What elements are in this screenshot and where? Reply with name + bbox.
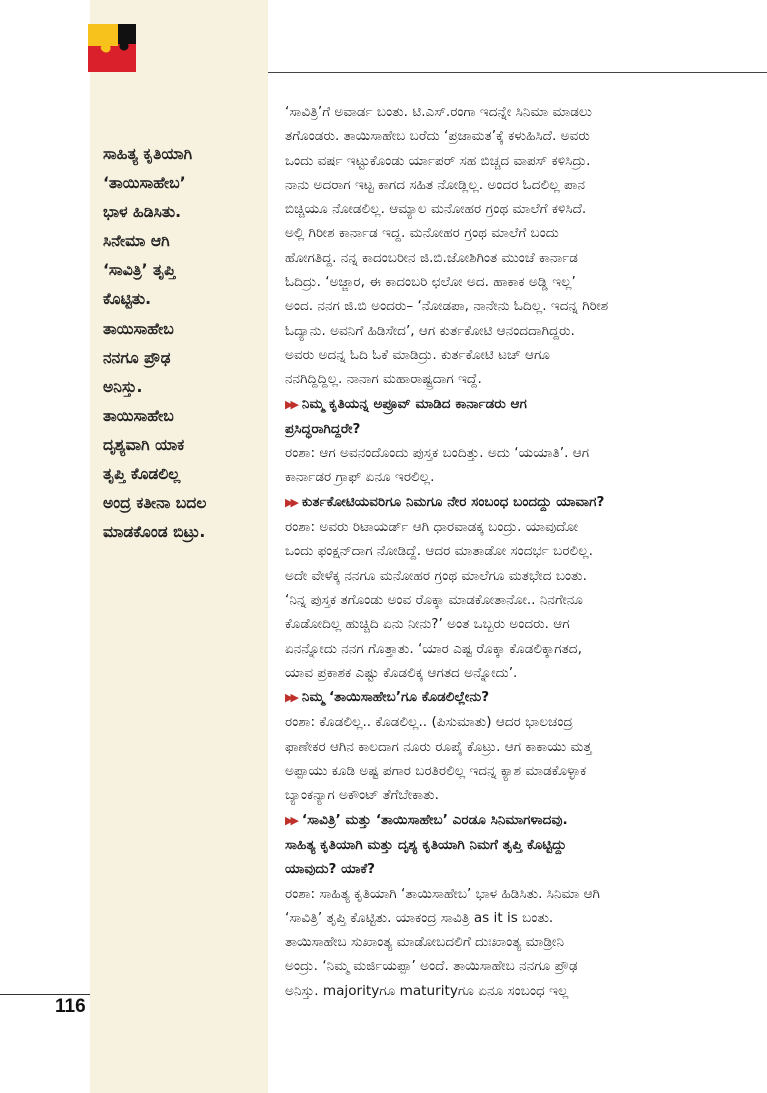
body-line: ರಂಶಾ: ಕೊಡಲಿಲ್ಲ.. ಕೊಡಲಿಲ್ಲ.. (ಪಿಸುಮಾತು) ಆದರ ಭಾಲಚಂದ್ರ (285, 714, 573, 731)
article-body (285, 100, 747, 1003)
pull-quote-line: ತಾಯಿಸಾಹೇಬ (103, 406, 174, 425)
body-line: ತಾಯಿಸಾಹೇಬ ಸುಖಾಂತ್ಯ ಮಾಡೋಬದಲಿಗೆ ದುಃಖಾಂತ್ಯ ಮಾಡ್ರೀನಿ (285, 934, 565, 951)
question-marker-icon: ▶▶ (285, 691, 296, 705)
top-rule (268, 72, 767, 73)
pull-quote-line: ಸಾಹಿತ್ಯ ಕೃತಿಯಾಗಿ (103, 145, 193, 163)
interview-question (285, 392, 747, 417)
pull-quote-line: ಮಾಡಕೊಂಡ ಬಿಟ್ರು. (103, 523, 206, 542)
question-text: ನಿಮ್ಮ ‘ತಾಯಿಸಾಹೇಬ’ಗೂ ಕೊಡಲಿಲ್ಲೇನು? (301, 689, 490, 706)
pull-quote-line: ಕೊಟ್ಟಿತು. (103, 290, 152, 309)
pull-quote-line: ತಾಯಿಸಾಹೇಬ (103, 319, 174, 338)
pull-quote (103, 140, 263, 547)
interview-question (285, 490, 747, 515)
body-line: ಒಂದು ಫಂಕ್ಷನ್‌ದಾಗ ನೋಡಿದ್ದೆ. ಆದರ ಮಾತಾಡೋ ಸಂದರ್ಭ ಬರಲಿಲ್ಲ. (285, 543, 593, 560)
interview-question-cont: ಸಾಹಿತ್ಯ ಕೃತಿಯಾಗಿ ಮತ್ತು ದೃಶ್ಯ ಕೃತಿಯಾಗಿ ನಿಮಗೆ ತೃಪ್ತಿ ಕೊಟ್ಟಿದ್ದು (285, 836, 567, 853)
body-line: ತಗೊಂಡರು. ತಾಯಿಸಾಹೇಬ ಬರೆದು ‘ಪ್ರಜಾಮತ’ಕ್ಕೆ ಕಳುಹಿಸಿದೆ. ಅವರು (285, 128, 590, 145)
body-line: ಯಾವ ಪ್ರಕಾಶಕ ಎಷ್ಟು ಕೊಡಲಿಕ್ಕ ಆಗತದ ಅನ್ನೋದು’. (285, 664, 518, 681)
body-line: ಅವರು ಅದನ್ನ ಓದಿ ಓಕೆ ಮಾಡಿದ್ರು. ಕುರ್ತಕೋಟಿ ಟಚ್ ಆಗೂ (285, 346, 550, 363)
pull-quote-line: ಸಿನೇಮಾ ಆಗಿ (103, 232, 170, 251)
pull-quote-line: ‘ಸಾವಿತ್ರಿ’ ತೃಪ್ತಿ (103, 261, 176, 280)
question-text: ಕುರ್ತಕೋಟಿಯವರಿಗೂ ನಿಮಗೂ ನೇರ ಸಂಬಂಧ ಬಂದದ್ದು ಯಾವಾಗ? (301, 493, 605, 510)
body-line: ನಾನು ಅದರಾಗ ಇಟ್ಟ ಕಾಗದ ಸಹಿತ ನೋಡ್ಲಿಲ್ಲ. ಅಂದರ ಓದಲಿಲ್ಲ ಪಾನ (285, 176, 586, 193)
magazine-logo (88, 24, 136, 72)
pull-quote-line: ದೃಶ್ಯವಾಗಿ ಯಾಕ (103, 435, 185, 454)
body-line: ‘ಸಾವಿತ್ರಿ’ಗೆ ಅವಾರ್ಡ ಬಂತು. ಟಿ.ಎಸ್.ರಂಗಾ ಇದನ್ನೇ ಸಿನಿಮಾ ಮಾಡಲು (285, 104, 593, 120)
interview-question (285, 808, 747, 833)
interview-question-cont: ಪ್ರಸಿದ್ಧರಾಗಿದ್ದರೇ? (285, 420, 361, 437)
body-line: ರಂಶಾ: ಸಾಹಿತ್ಯ ಕೃತಿಯಾಗಿ ‘ತಾಯಿಸಾಹೇಬ’ ಭಾಳ ಹಿಡಿಸಿತು. ಸಿನಿಮಾ ಆಗಿ (285, 885, 600, 902)
body-line: ಏನನ್ನೋದು ನನಗ ಗೊತ್ತಾತು. ‘ಯಾರ ಎಷ್ಟ ರೊಕ್ಕಾ ಕೊಡಲಿಕ್ಕಾಗತದ, (285, 640, 582, 657)
pull-quote-line: ಅಂದ್ರ ಕತೀನಾ ಬದಲ (103, 494, 207, 513)
body-line: ಬಿಚ್ಚಿಯೂ ನೋಡಲಿಲ್ಲ. ಆಮ್ಯಾಲ ಮನೋಹರ ಗ್ರಂಥ ಮಾಲೆಗೆ ಕಳಿಸಿದೆ. (285, 201, 587, 218)
body-line: ಅಪ್ಪಾಯು ಕೂಡಿ ಅಷ್ಟ ಪಗಾರ ಬರತಿರಲಿಲ್ಲ ಇದನ್ನ ಕ್ಯಾಶ ಮಾಡಕೊಳ್ಳಾಕ (285, 763, 587, 780)
body-line: ಓದ್ಯಾನು. ಅವನಿಗೆ ಹಿಡಿಸೇದ’, ಆಗ ಕುರ್ತಕೋಟಿ ಆನಂದದಾಗಿದ್ದರು. (285, 322, 575, 339)
body-line: ‘ಸಾವಿತ್ರಿ’ ತೃಪ್ತಿ ಕೊಟ್ಟಿತು. ಯಾಕಂದ್ರ ಸಾವಿತ್ರಿ as it is ಬಂತು. (285, 909, 554, 926)
page-number: 116 (55, 996, 86, 1017)
question-text: ನಿಮ್ಮ ಕೃತಿಯನ್ನ ಅಪ್ರೂವ್ ಮಾಡಿದ ಕಾರ್ನಾಡರು ಆಗ (301, 395, 527, 412)
pull-quote-line: ಅನಿಸ್ತು. (103, 377, 143, 396)
body-line: ಓದಿದ್ರು. ‘ಅಜ್ಜಾರ, ಈ ಕಾದಂಬರಿ ಛಲೋ ಅದ. ಹಾಕಾಕ ಅಡ್ಡಿ ಇಲ್ಲ’ (285, 274, 576, 291)
body-line: ‘ನಿನ್ನ ಪುಸ್ತಕ ತಗೊಂಡು ಅಂವ ರೊಕ್ಕಾ ಮಾಡಕೋತಾನೋ.. ನಿನಗೇನೂ (285, 591, 583, 608)
body-line: ನನಗಿದ್ದಿದ್ದಿಲ್ಲ. ನಾನಾಗ ಮಹಾರಾಷ್ಟ್ರದಾಗ ಇದ್ದೆ. (285, 371, 482, 388)
body-line: ಹೋಗತಿದ್ದ. ನನ್ನ ಕಾದಂಬರೀನ ಜಿ.ಬಿ.ಜೋಶಿಗಿಂತ ಮುಂಚೆ ಕಾರ್ನಾಡ (285, 249, 578, 266)
footer-rule (0, 994, 90, 995)
body-line: ರಂಶಾ: ಆಗ ಅವನಂದೊಂದು ಪುಸ್ತಕ ಬಂದಿತ್ತು. ಅದು ‘ಯಯಾತಿ’. ಆಗ (285, 445, 590, 462)
body-line: ರಂಶಾ: ಅವರು ರಿಟಾಯರ್ಡ್ ಆಗಿ ಧಾರವಾಡಕ್ಕ ಬಂದ್ರು. ಯಾವುದೋ (285, 519, 579, 536)
interview-question-cont: ಯಾವುದು? ಯಾಕೆ? (285, 861, 376, 878)
question-text: ‘ಸಾವಿತ್ರಿ’ ಮತ್ತು ‘ತಾಯಿಸಾಹೇಬ’ ಎರಡೂ ಸಿನಿಮಾಗಳಾದವು. (301, 811, 568, 828)
body-line: ಅಂದ್ರು. ‘ನಿಮ್ಮ ಮರ್ಜಿಯಪ್ಪಾ’ ಅಂದೆ. ತಾಯಿಸಾಹೇಬ ನನಗೂ ಪ್ರೌಢ (285, 958, 578, 975)
pull-quote-line: ‘ತಾಯಿಸಾಹೇಬ’ (103, 174, 186, 193)
body-line: ಅನಿಸ್ತು. majorityಗೂ maturityಗೂ ಏನೂ ಸಂಬಂಧ ಇಲ್ಲ (285, 982, 569, 999)
question-marker-icon: ▶▶ (285, 397, 296, 411)
body-line: ಅದೇ ವೇಳೆಕ್ಕ ನನಗೂ ಮನೋಹರ ಗ್ರಂಥ ಮಾಲೆಗೂ ಮತಭೇದ ಬಂತು. (285, 567, 587, 584)
body-line: ಅಲ್ಲಿ ಗಿರೀಶ ಕಾರ್ನಾಡ ಇದ್ದ. ಮನೋಹರ ಗ್ರಂಥ ಮಾಲೆಗೆ ಬಂದು (285, 225, 559, 242)
body-line: ಬ್ಯಾಂಕನ್ಯಾಗ ಅಕೌಂಟ್ ತೆಗೆಬೇಕಾತು. (285, 787, 439, 804)
pull-quote-line: ತೃಪ್ತಿ ಕೊಡಲಿಲ್ಲ (103, 465, 181, 484)
pull-quote-line: ಭಾಳ ಹಿಡಿಸಿತು. (103, 203, 182, 222)
body-line: ಕೊಡೋದಿಲ್ಲ ಹುಚ್ಚಿದಿ ಏನು ನೀನು?’ ಅಂತ ಒಬ್ಬರು ಅಂದರು. ಆಗ (285, 616, 570, 633)
body-line: ಕಾರ್ನಾಡರ ಗ್ರಾಫ್ ಏನೂ ಇರಲಿಲ್ಲ. (285, 469, 435, 486)
pull-quote-line: ನನಗೂ ಪ್ರೌಢ (103, 348, 171, 367)
body-line: ಅಂದ. ನನಗ ಜಿ.ಬಿ ಅಂದರು– ‘ನೋಡಪಾ, ನಾನೇನು ಓದಿಲ್ಲ. ಇದನ್ನ ಗಿರೀಶ (285, 298, 609, 315)
interview-question (285, 685, 747, 710)
question-marker-icon: ▶▶ (285, 495, 296, 509)
puzzle-logo-icon (88, 24, 136, 72)
body-line: ಒಂದು ವರ್ಷ ಇಟ್ಟುಕೊಂಡು ರ್ಯಾಪರ್ ಸಹ ಬಿಚ್ಚದ ವಾಪಸ್ ಕಳಿಸಿದ್ರು. (285, 152, 591, 169)
question-marker-icon: ▶▶ (285, 813, 296, 827)
body-line: ಫಾಣೇಕರ ಆಗಿನ ಕಾಲದಾಗ ನೂರು ರೂಪೈ ಕೊಟ್ರು. ಆಗ ಕಾಕಾಯು ಮತ್ತ (285, 738, 592, 755)
